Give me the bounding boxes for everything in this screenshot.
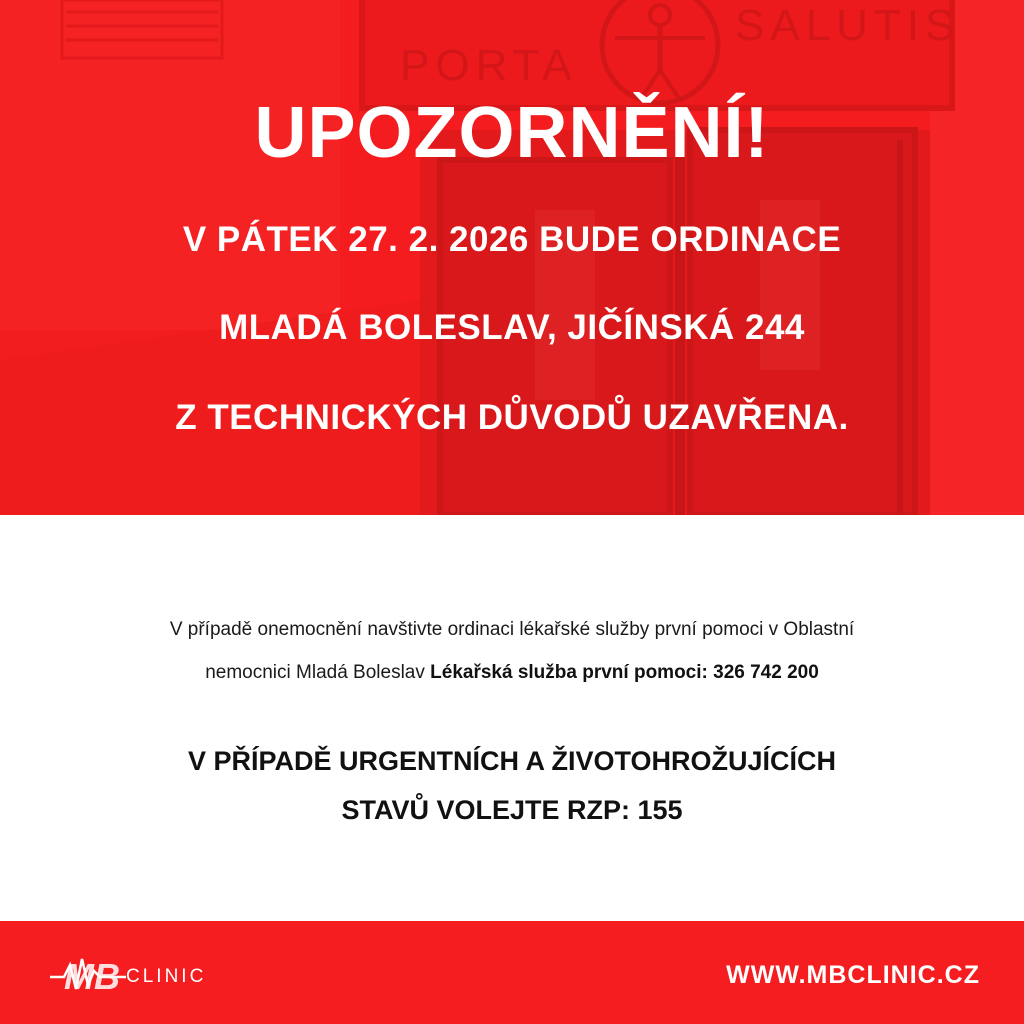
- first-aid-phone: Lékařská služba první pomoci: 326 742 200: [430, 662, 819, 683]
- headline: UPOZORNĚNÍ!: [254, 93, 770, 173]
- closure-date-line: V PÁTEK 27. 2. 2026 BUDE ORDINACE: [182, 220, 842, 259]
- info-text-line-1: V případě onemocnění navštivte ordinaci lékařské služby první pomoci v Oblastní: [169, 619, 855, 640]
- urgent-line-2: STAVŮ VOLEJTE RZP: 155: [341, 795, 683, 825]
- closure-reason-line: Z TECHNICKÝCH DŮVODŮ UZAVŘENA.: [175, 398, 849, 437]
- footer-bar: [0, 921, 1024, 1024]
- info-text-plain: nemocnici Mladá Boleslav: [205, 662, 431, 683]
- urgent-line-1: V PŘÍPADĚ URGENTNÍCH A ŽIVOTOHROŽUJÍCÍCH: [187, 746, 837, 776]
- clinic-address-line: MLADÁ BOLESLAV, JIČÍNSKÁ 244: [219, 308, 805, 347]
- svg-text:SALUTIS: SALUTIS: [735, 1, 961, 50]
- svg-text:MB: MB: [64, 956, 120, 995]
- info-text-line-2: [0, 662, 1024, 684]
- logo-text: CLINIC: [126, 966, 207, 987]
- svg-text:PORTA: PORTA: [400, 41, 578, 90]
- website-link[interactable]: WWW.MBCLINIC.CZ: [726, 961, 980, 989]
